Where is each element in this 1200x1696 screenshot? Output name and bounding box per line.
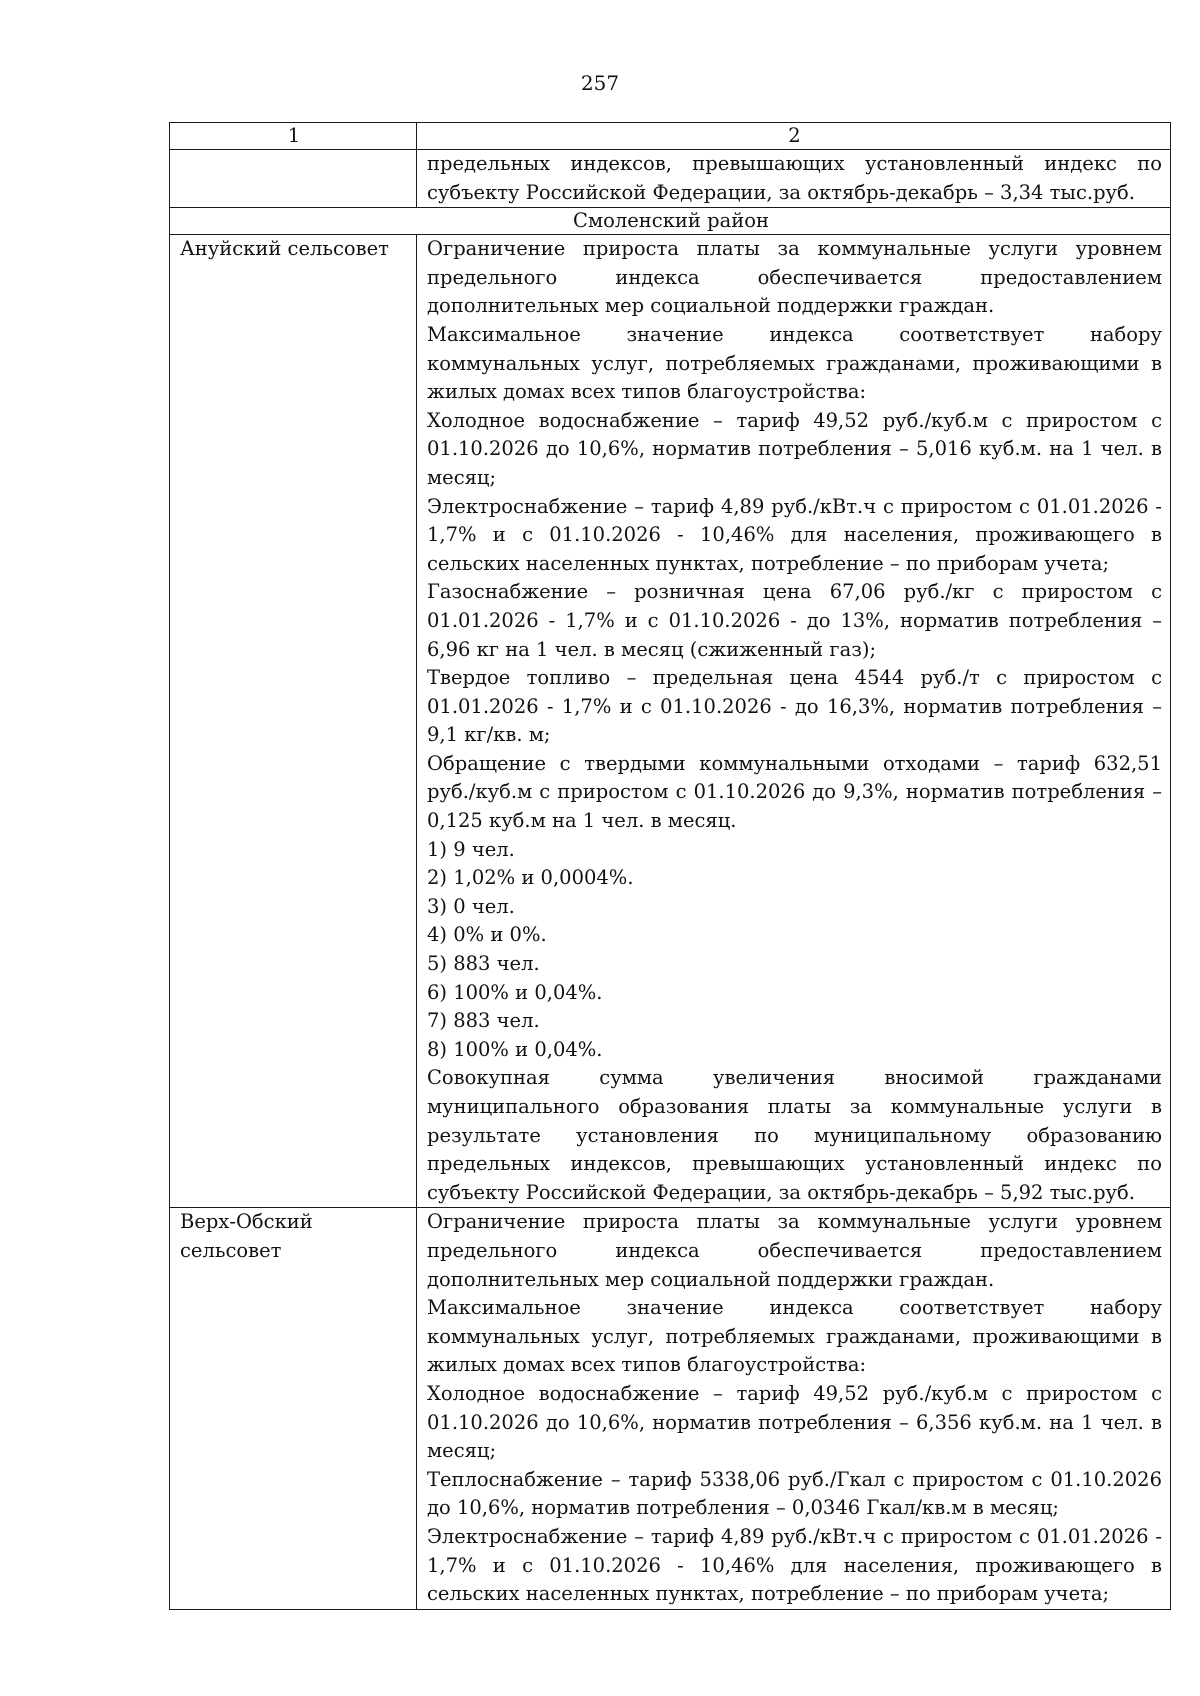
paragraph: Максимальное значение индекса соответствует набору коммунальных услуг, потребляемых гражданами, проживающими в жилых домах всех типов благоустройства: — [427, 1296, 1162, 1377]
column-header-2: 2 — [417, 123, 1171, 150]
list-item: 8) 100% и 0,04%. — [427, 1037, 603, 1061]
tariff-table — [169, 122, 1171, 1610]
summary-paragraph: Совокупная сумма увеличения вносимой гражданами муниципального образования платы за коммунальные услуги в результате установления по муниципальному образованию предельных индексов, превышающих установленный индекс по субъекту Российской Федерации, за октябрь-декабрь – 5,92 тыс.руб. — [427, 1066, 1162, 1204]
place-name: Ануйский сельсовет — [180, 237, 389, 261]
continuation-row — [170, 150, 1171, 208]
list-item: 2) 1,02% и 0,0004%. — [427, 866, 634, 890]
paragraph: Твердое топливо – предельная цена 4544 руб./т с приростом с 01.01.2026 - 1,7% и с 01.10.2026 - до 16,3%, норматив потребления – 9,1 кг/кв. м; — [427, 666, 1162, 747]
place-cell — [170, 235, 417, 1208]
list-item: 3) 0 чел. — [427, 894, 515, 918]
paragraph: Ограничение прироста платы за коммунальные услуги уровнем предельного индекса обеспечивается предоставлением дополнительных мер социальной поддержки граждан. — [427, 1210, 1162, 1291]
paragraph: Обращение с твердыми коммунальными отходами – тариф 632,51 руб./куб.м с приростом с 01.10.2026 до 9,3%, норматив потребления – 0,125 куб.м на 1 чел. в месяц. — [427, 751, 1162, 833]
list-item: 6) 100% и 0,04%. — [427, 980, 603, 1004]
table-row — [170, 235, 1171, 1208]
continuation-cell — [417, 150, 1171, 208]
region-title: Смоленский район — [170, 208, 1171, 235]
place-cell — [170, 1208, 417, 1609]
column-header-1: 1 — [170, 123, 417, 150]
description-cell — [417, 1208, 1171, 1609]
continuation-text: предельных индексов, превышающих установленный индекс по субъекту Российской Федерации, за октябрь-декабрь – 3,34 тыс.руб. — [427, 152, 1162, 204]
place-name: Верх-Обский сельсовет — [180, 1210, 313, 1262]
table-header-row — [170, 123, 1171, 150]
paragraph: Ограничение прироста платы за коммунальные услуги уровнем предельного индекса обеспечивается предоставлением дополнительных мер социальной поддержки граждан. — [427, 237, 1162, 318]
page-number: 257 — [580, 71, 620, 95]
paragraph: Газоснабжение – розничная цена 67,06 руб./кг с приростом с 01.01.2026 - 1,7% и с 01.10.2026 - до 13%, норматив потребления – 6,96 кг на 1 чел. в месяц (сжиженный газ); — [427, 580, 1162, 661]
list-item: 7) 883 чел. — [427, 1009, 540, 1033]
paragraph: Холодное водоснабжение – тариф 49,52 руб./куб.м с приростом с 01.10.2026 до 10,6%, норматив потребления – 5,016 куб.м. на 1 чел. в месяц; — [427, 408, 1162, 489]
table-row — [170, 1208, 1171, 1609]
empty-place-cell — [170, 150, 417, 208]
paragraph: Максимальное значение индекса соответствует набору коммунальных услуг, потребляемых гражданами, проживающими в жилых домах всех типов благоустройства: — [427, 322, 1162, 404]
description-cell — [417, 235, 1171, 1208]
list-item: 1) 9 чел. — [427, 837, 515, 861]
paragraph: Холодное водоснабжение – тариф 49,52 руб./куб.м с приростом с 01.10.2026 до 10,6%, норматив потребления – 6,356 куб.м. на 1 чел. в месяц; — [427, 1381, 1162, 1463]
region-row — [170, 208, 1171, 235]
list-item: 4) 0% и 0%. — [427, 923, 547, 947]
paragraph: Электроснабжение – тариф 4,89 руб./кВт.ч с приростом с 01.01.2026 - 1,7% и с 01.10.2026 - 10,46% для населения, проживающего в сельских населенных пунктах, потребление – по приборам учета; — [427, 494, 1162, 575]
paragraph: Электроснабжение – тариф 4,89 руб./кВт.ч с приростом с 01.01.2026 - 1,7% и с 01.10.2026 - 10,46% для населения, проживающего в сельских населенных пунктах, потребление – по приборам учета; — [427, 1524, 1162, 1606]
paragraph: Теплоснабжение – тариф 5338,06 руб./Гкал с приростом с 01.10.2026 до 10,6%, норматив потребления – 0,0346 Гкал/кв.м в месяц; — [427, 1467, 1162, 1520]
list-item: 5) 883 чел. — [427, 952, 540, 976]
